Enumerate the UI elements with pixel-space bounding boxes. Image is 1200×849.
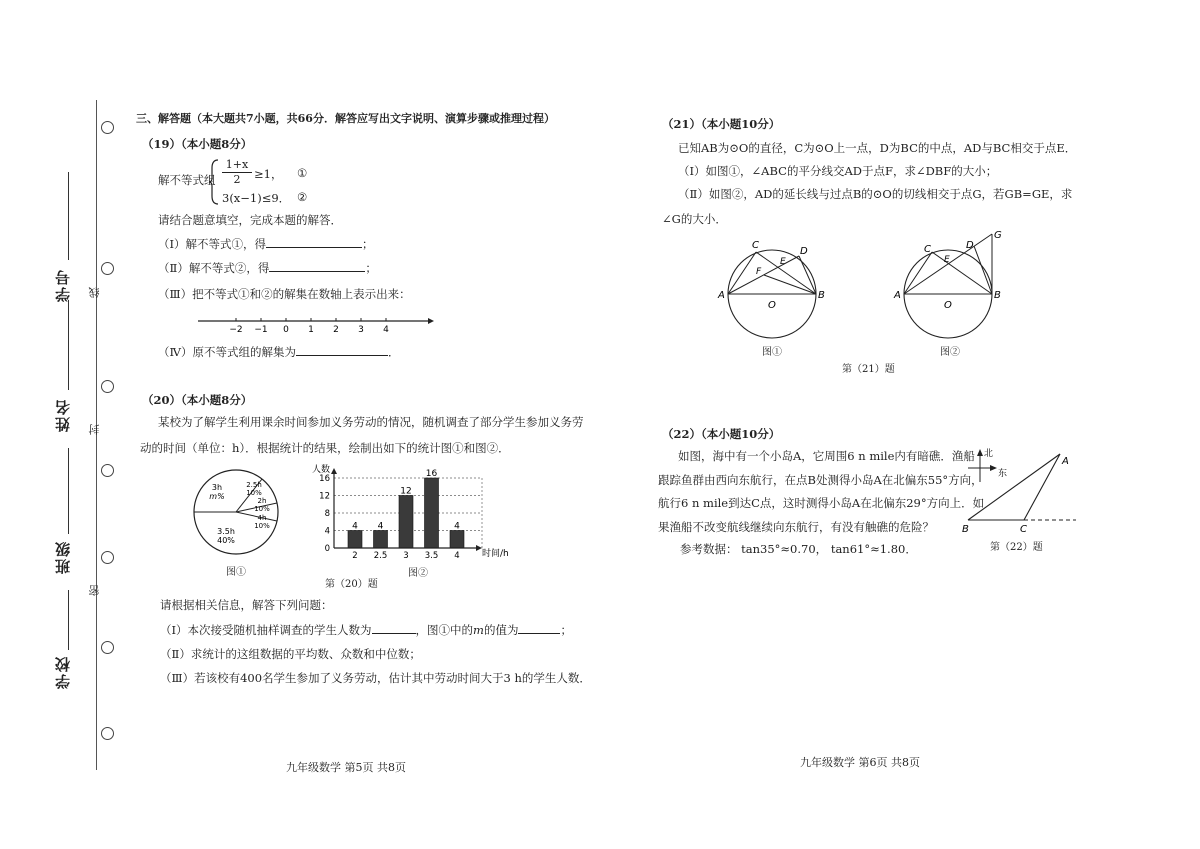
point-b-label: B	[994, 290, 1001, 301]
q21-text-4: ∠G的大小．	[662, 212, 727, 226]
number-line-tick-label: 4	[383, 325, 389, 335]
line-ca	[1024, 454, 1060, 520]
class-label: 班级	[54, 540, 72, 574]
q19-fraction-numerator: 1+x	[225, 158, 249, 171]
pie-label-a-1: 2.5h	[246, 481, 262, 489]
q19-header: （19）（本小题8分）	[142, 137, 253, 151]
pie-caption: 图①	[226, 567, 246, 578]
binding-hole	[101, 121, 114, 134]
pie-label-a-2: 10%	[246, 489, 262, 497]
point-a-label: A	[1062, 456, 1069, 467]
q19-fraction	[222, 158, 252, 186]
q22-header: （22）（本小题10分）	[662, 427, 781, 441]
number-line-tick-label: −2	[229, 325, 243, 335]
number-line-tick-label: 1	[308, 325, 314, 335]
q20-part1-text-d: ；	[560, 623, 572, 637]
bar-category-label: 2.5	[373, 551, 388, 561]
q21-text-3: （Ⅱ）如图②，AD的延长线与过点B的⊙O的切线相交于点G，若GB=GE，求	[678, 187, 1073, 201]
bar	[374, 531, 388, 549]
chord-ac	[728, 252, 756, 294]
pie-label-m-2: m%	[209, 492, 225, 501]
q22-text-3: 航行6 n mile到达C点，这时测得小岛A在北偏东29°方向上．如	[658, 496, 985, 510]
bar-category-label: 2	[352, 551, 358, 561]
q19-part2-semicolon: ；	[365, 261, 377, 275]
q19-part2-text: （Ⅱ）解不等式②，得	[158, 261, 270, 275]
right-page-footer: 九年级数学 第6页 共8页	[800, 756, 920, 769]
seal-mark-mi: 密	[88, 585, 101, 596]
east-arrow-icon	[990, 465, 997, 471]
east-label: 东	[998, 469, 1008, 479]
q21-text-1: 已知AB为⊙O的直径，C为⊙O上一点，D为BC的中点，AD与BC相交于点E．	[678, 141, 1077, 155]
bar	[425, 478, 439, 548]
q19-part1-answer[interactable]	[266, 236, 362, 248]
bar-x-label: 时间/h	[482, 549, 509, 559]
q19-instruction: 请结合题意填空，完成本题的解答．	[158, 213, 342, 227]
bar-category-label: 3	[403, 551, 409, 561]
q20-part2: （Ⅱ）求统计的这组数据的平均数、众数和中位数；	[160, 647, 421, 661]
q20-part1-m: m	[473, 623, 484, 637]
bar	[450, 531, 464, 549]
pie-label-b-1: 2h	[257, 497, 267, 505]
student-number-field[interactable]	[68, 172, 69, 260]
point-o-label: O	[768, 300, 776, 311]
point-c-label: C	[924, 244, 931, 255]
q20-part1-text-a: （Ⅰ）本次接受随机抽样调查的学生人数为	[160, 623, 372, 637]
q21-figure-2	[892, 228, 1012, 348]
point-b-label: B	[962, 524, 969, 535]
q19-part4	[158, 344, 400, 360]
chord-db	[974, 246, 992, 294]
q20-text-1: 某校为了解学生利用课余时间参加义务劳动的情况，随机调查了部分学生参加义务劳	[158, 415, 584, 429]
bar-value-label: 12	[400, 486, 412, 497]
q20-figure-caption: 第（20）题	[325, 579, 378, 590]
q19-part1-semicolon: ；	[362, 237, 374, 251]
point-b-label: B	[818, 290, 825, 301]
brace-icon	[208, 158, 220, 206]
q19-part1-text: （Ⅰ）解不等式①，得	[158, 237, 267, 251]
point-f-label: F	[756, 267, 762, 277]
q19-intro: 解不等式组	[158, 173, 216, 187]
school-field[interactable]	[68, 590, 69, 650]
bar-chart	[300, 460, 518, 566]
point-a-label: A	[718, 290, 725, 301]
pie-label-d-1: 3.5h	[217, 527, 235, 536]
q19-mark-1: ①	[297, 166, 308, 180]
bar-value-label: 4	[352, 521, 358, 532]
binding-hole	[101, 380, 114, 393]
north-label: 北	[984, 449, 994, 459]
q20-text-2: 动的时间（单位：h）．根据统计的结果，绘制出如下的统计图①和图②．	[140, 441, 510, 455]
q22-text-1: 如图，海中有一个小岛A，它周围6 n mile内有暗礁．渔船	[678, 449, 975, 463]
q19-part2-answer[interactable]	[269, 260, 365, 272]
q22-text-2: 跟踪鱼群由西向东航行，在点B处测得小岛A在北偏东55°方向，	[658, 473, 983, 487]
number-line-tick-label: 0	[283, 325, 289, 335]
bar-value-label: 4	[454, 521, 460, 532]
point-d-label: D	[966, 240, 974, 251]
pie-label-b-2: 10%	[254, 505, 270, 513]
q21-figure-caption: 第（21）题	[842, 364, 895, 375]
bar-y-tick-label: 12	[319, 491, 330, 502]
bar-value-label: 4	[377, 521, 384, 532]
name-label: 姓名	[54, 398, 72, 432]
q20-student-count-answer[interactable]	[372, 622, 416, 634]
q22-figure	[958, 446, 1086, 538]
q21-fig2-caption: 图②	[940, 347, 960, 358]
pie-label-m-1: 3h	[211, 483, 223, 492]
q22-reference-data: 参考数据： tan35°≈0.70， tan61°≈1.80．	[680, 542, 917, 556]
q19-inequality-1-rest: ≥1，	[254, 167, 283, 181]
binding-line	[96, 100, 97, 770]
point-g-label: G	[994, 230, 1002, 241]
class-field[interactable]	[68, 448, 69, 534]
point-c-label: C	[1020, 524, 1027, 535]
bar-category-label: 3.5	[424, 551, 439, 561]
line-ba	[968, 454, 1060, 520]
number-line[interactable]	[196, 310, 436, 336]
section-title: 三、解答题（本大题共7小题，共66分．解答应写出文字说明、演算步骤或推理过程）	[136, 112, 555, 125]
q20-m-answer[interactable]	[518, 622, 560, 634]
arrow-icon	[331, 468, 337, 474]
q20-ask: 请根据相关信息，解答下列问题：	[160, 598, 333, 612]
north-arrow-icon	[977, 449, 983, 456]
bar-y-tick-label: 16	[319, 474, 330, 484]
q19-part2	[158, 260, 377, 276]
q22-figure-caption: 第（22）题	[990, 542, 1043, 553]
q21-fig1-caption: 图①	[762, 347, 782, 358]
seal-mark-feng: 封	[88, 424, 101, 435]
q21-figure-1	[716, 236, 836, 348]
q20-part1-text-c: 的值为	[483, 623, 519, 637]
point-d-label: D	[800, 246, 808, 257]
binding-hole	[101, 551, 114, 564]
q19-mark-2: ②	[297, 190, 308, 204]
seal-mark-xian: 线	[88, 287, 101, 298]
q19-part4-period: ．	[388, 345, 400, 359]
number-line-tick-label: −1	[254, 325, 268, 335]
q21-text-2: （Ⅰ）如图①，∠ABC的平分线交AD于点F，求∠DBF的大小；	[678, 164, 998, 178]
bar-caption: 图②	[408, 568, 428, 579]
bar-category-label: 4	[454, 551, 460, 561]
point-a-label: A	[894, 290, 901, 301]
q20-part1	[160, 622, 572, 638]
pie-label-c-1: 4h	[257, 514, 267, 522]
student-number-label: 学号	[54, 268, 72, 302]
pie-label-d	[217, 527, 235, 545]
name-field[interactable]	[68, 300, 69, 390]
bar-y-label: 人数	[312, 465, 331, 475]
chord-ac	[904, 252, 932, 294]
pie-label-d-2: 40%	[217, 536, 235, 545]
q19-part1	[158, 236, 374, 252]
bisector-bf	[764, 275, 816, 294]
point-o-label: O	[944, 300, 952, 311]
point-c-label: C	[752, 240, 759, 251]
pie-label-a	[246, 481, 262, 497]
q20-header: （20）（本小题8分）	[142, 393, 253, 407]
chord-cb	[932, 252, 992, 294]
arrow-icon	[428, 318, 434, 324]
pie-label-c-2: 10%	[254, 522, 270, 530]
bar-y-tick-label: 4	[324, 526, 330, 537]
bar-y-tick-label: 8	[324, 509, 330, 519]
q20-part3: （Ⅲ）若该校有400名学生参加了义务劳动，估计其中劳动时间大于3 h的学生人数．	[160, 671, 591, 685]
binding-hole	[101, 262, 114, 275]
bar-value-label: 16	[425, 469, 438, 479]
pie-chart	[188, 466, 288, 558]
bar	[399, 496, 413, 549]
q19-inequality-2: 3(x−1)≤9．	[222, 191, 291, 205]
point-e-label: E	[944, 255, 950, 265]
bar-y-tick-label: 0	[324, 544, 330, 554]
q19-part4-answer[interactable]	[296, 344, 388, 356]
bar	[348, 531, 362, 549]
q22-text-4: 果渔船不改变航线继续向东航行，有没有触礁的危险？	[658, 520, 934, 534]
number-line-tick-label: 3	[358, 325, 364, 335]
binding-hole	[101, 727, 114, 740]
q21-header: （21）（本小题10分）	[662, 117, 781, 131]
q19-fraction-denominator: 2	[222, 172, 252, 186]
left-page-footer: 九年级数学 第5页 共8页	[286, 761, 406, 774]
q19-part4-text: （Ⅳ）原不等式组的解集为	[158, 345, 296, 359]
binding-hole	[101, 641, 114, 654]
school-label: 学校	[54, 655, 72, 689]
q19-part3: （Ⅲ）把不等式①和②的解集在数轴上表示出来：	[158, 287, 411, 301]
binding-hole	[101, 464, 114, 477]
point-e-label: E	[780, 257, 786, 267]
q20-part1-text-b: ，图①中的	[415, 623, 474, 637]
number-line-tick-label: 2	[333, 325, 339, 335]
